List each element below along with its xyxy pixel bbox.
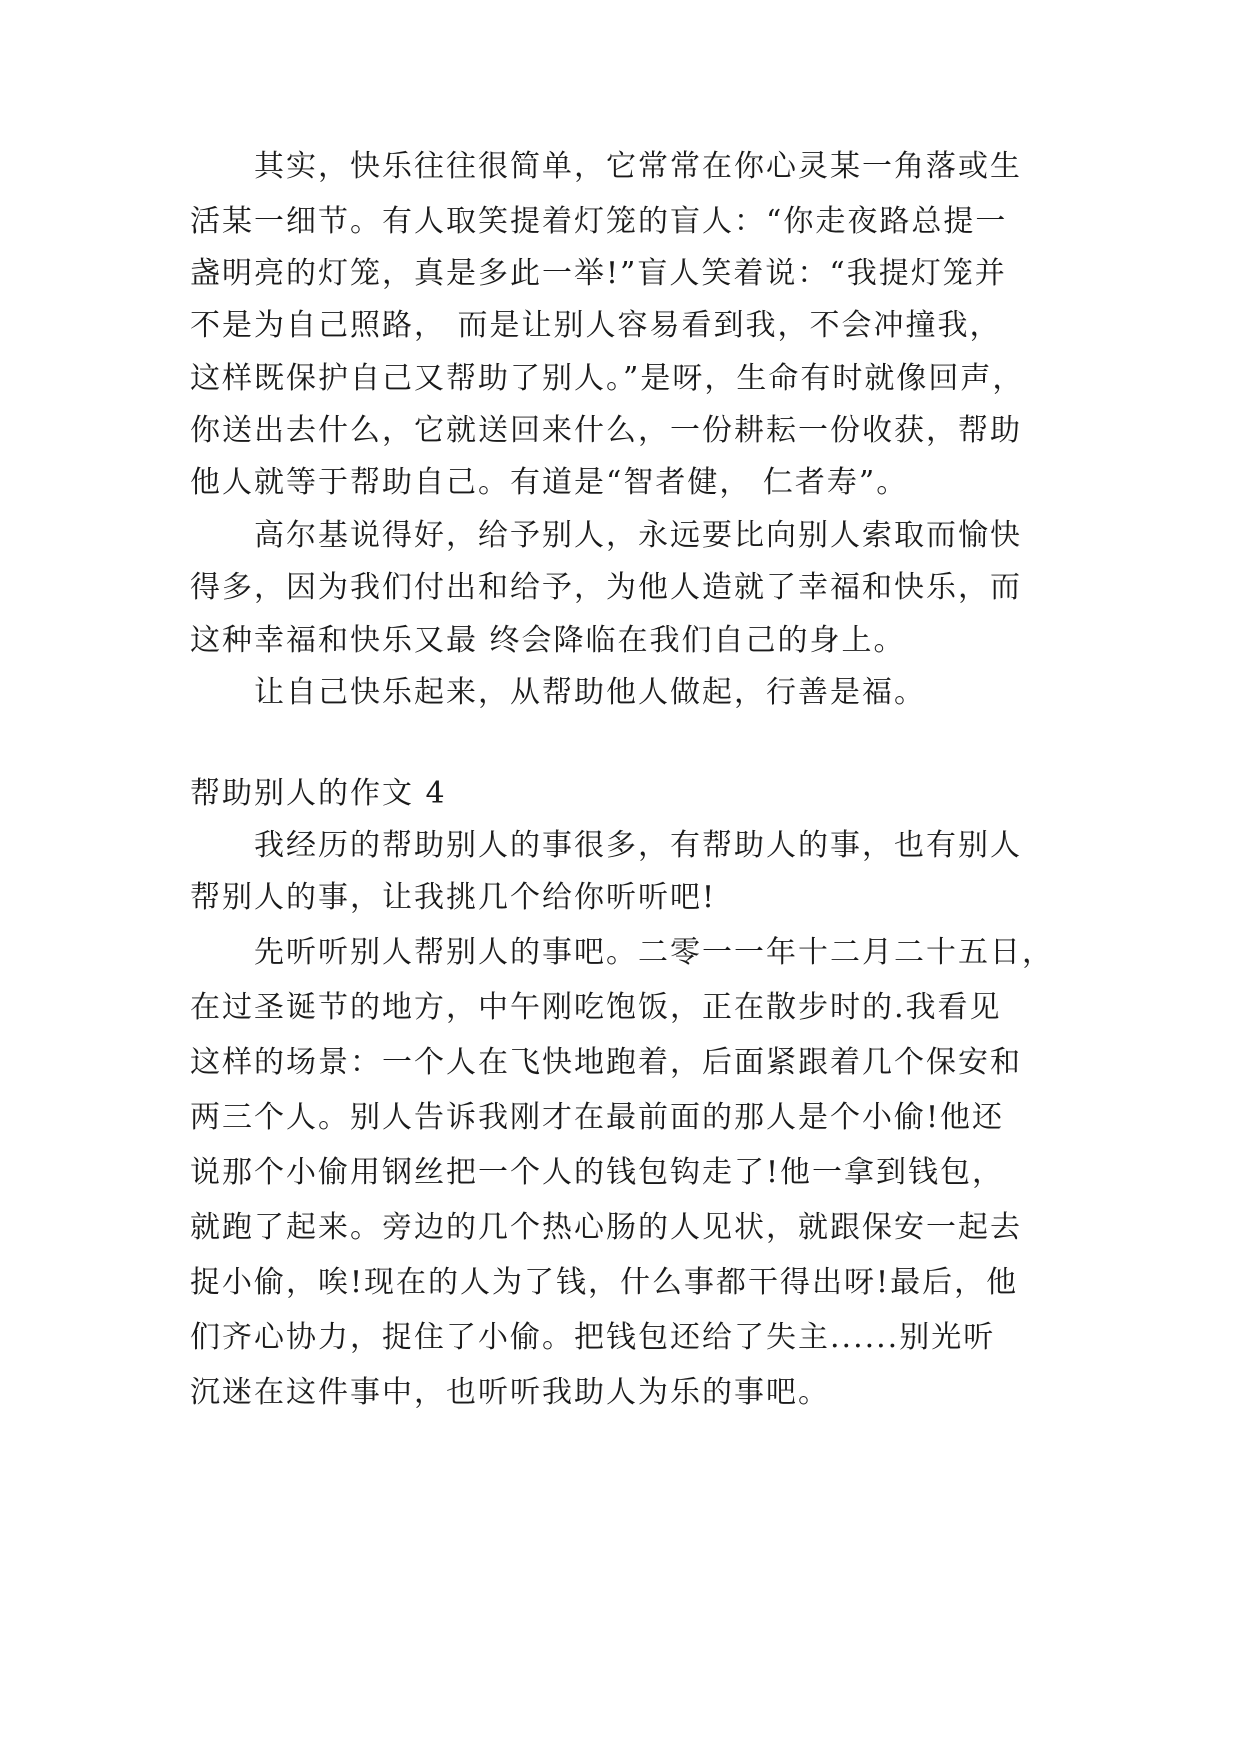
text-line: 这样既保护自己又帮助了别人。”是呀，生命有时就像回声，	[190, 361, 1025, 396]
text-line: 活某一细节。有人取笑提着灯笼的盲人：“你走夜路总提一	[190, 204, 1008, 239]
text-line: 说那个小偷用钢丝把一个人的钱包钩走了!他一拿到钱包，	[190, 1155, 1005, 1190]
text-line: 这种幸福和快乐又最 终会降临在我们自己的身上。	[190, 623, 906, 658]
text-line: 就跑了起来。旁边的几个热心肠的人见状，就跟保安一起去	[190, 1210, 1022, 1245]
text-line: 这样的场景：一个人在飞快地跑着，后面紧跟着几个保安和	[190, 1045, 1022, 1080]
section-heading: 帮助别人的作文 4	[190, 776, 447, 811]
text-line: 其实，快乐往往很简单，它常常在你心灵某一角落或生	[254, 149, 1022, 184]
text-line: 高尔基说得好，给予别人，永远要比向别人索取而愉快	[254, 518, 1022, 553]
text-line: 帮别人的事，让我挑几个给你听听吧!	[190, 880, 717, 915]
text-line: 两三个人。别人告诉我刚才在最前面的那人是个小偷!他还	[190, 1100, 1005, 1135]
text-line: 你送出去什么，它就送回来什么，一份耕耘一份收获，帮助	[190, 413, 1022, 448]
text-line: 们齐心协力，捉住了小偷。把钱包还给了失主......别光听	[190, 1320, 996, 1355]
text-line: 我经历的帮助别人的事很多，有帮助人的事，也有别人	[254, 828, 1022, 863]
text-line: 捉小偷，唉!现在的人为了钱，什么事都干得出呀!最后，他	[190, 1265, 1019, 1300]
text-line: 先听听别人帮别人的事吧。二零一一年十二月二十五日，	[254, 935, 1054, 970]
text-line: 让自己快乐起来，从帮助他人做起，行善是福。	[254, 675, 926, 710]
text-line: 得多，因为我们付出和给予，为他人造就了幸福和快乐，而	[190, 570, 1022, 605]
text-line: 盏明亮的灯笼，真是多此一举!”盲人笑着说：“我提灯笼并	[190, 256, 1007, 291]
text-line: 在过圣诞节的地方，中午刚吃饱饭，正在散步时的.我看见	[190, 990, 1002, 1025]
text-line: 沉迷在这件事中，也听听我助人为乐的事吧。	[190, 1375, 830, 1410]
text-line: 他人就等于帮助自己。有道是“智者健， 仁者寿”。	[190, 465, 909, 500]
text-line: 不是为自己照路， 而是让别人容易看到我，不会冲撞我，	[190, 308, 1002, 343]
